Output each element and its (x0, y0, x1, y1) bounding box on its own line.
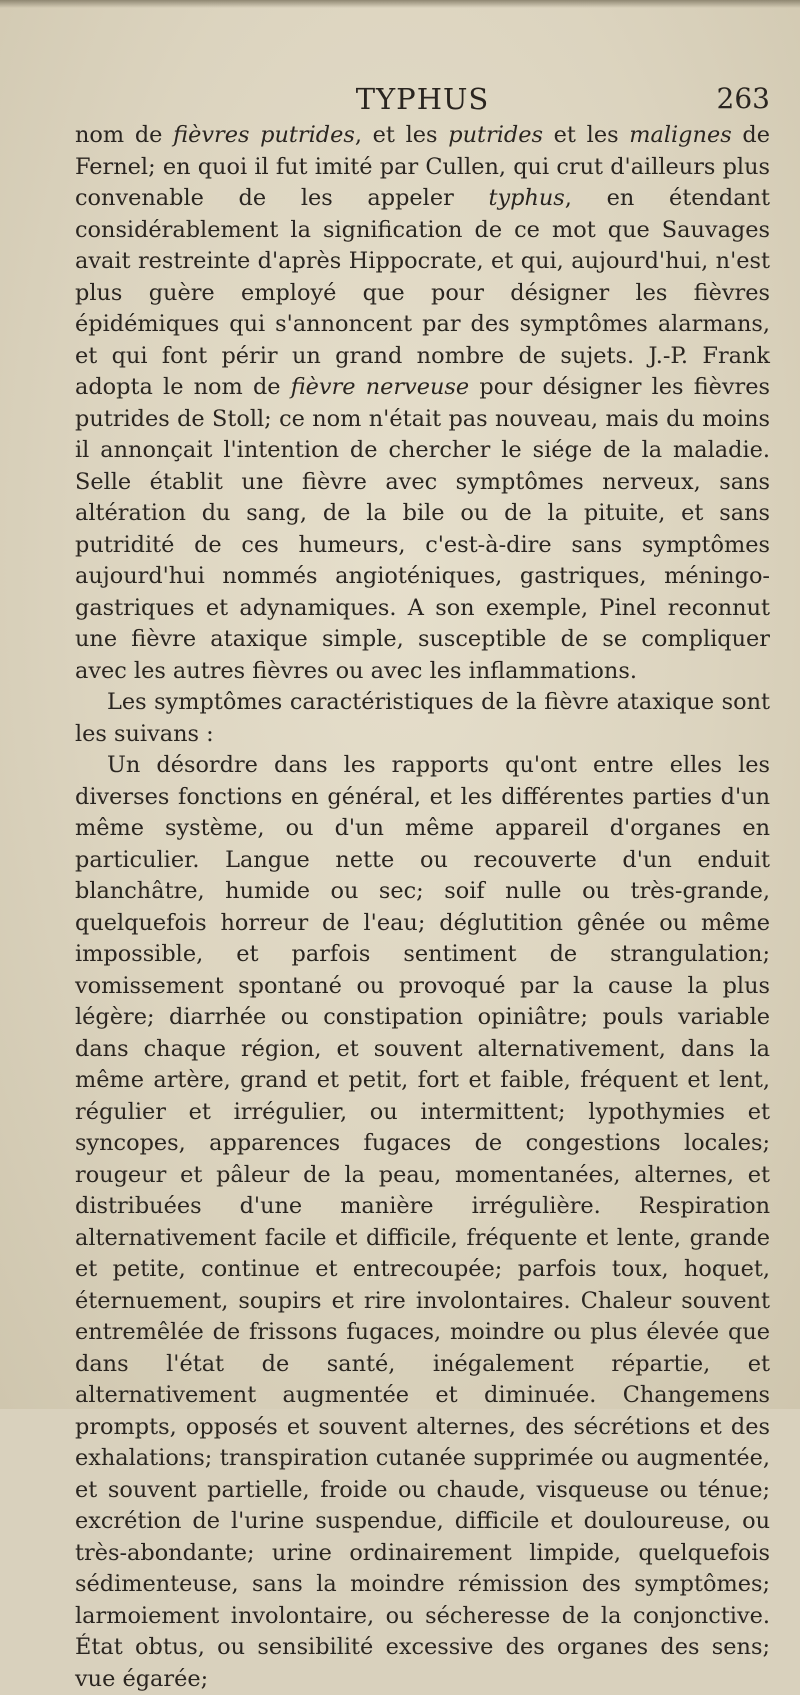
page-number: 263 (716, 82, 770, 115)
italic-term: fièvre nerveuse (290, 374, 470, 400)
paragraph: nom de fièvres putrides, et les putrides et les malignes de Fernel; en quoi il fut imité par Cullen, qui crut d'ailleurs plus convenable de les appeler typhus, en étendant considérablement la signification de ce mot que Sauvages avait restreinte d'après Hippocrate, et qui, aujourd'hui, n'est plus guère employé que pour désigner les fièvres épidémiques qui s'annoncent par des symptômes alarmans, et qui font périr un grand nombre de sujets. J.-P. Frank adopta le nom de fièvre nerveuse pour désigner les fièvres putrides de Stoll; ce nom n'était pas nouveau, mais du moins il annonçait l'intention de chercher le siége de la maladie. Selle établit une fièvre avec symptômes nerveux, sans altération du sang, de la bile ou de la pituite, et sans putridité de ces humeurs, c'est-à-dire sans symptômes aujourd'hui nommés angioténiques, gastriques, méningo-gastriques et adynamiques. A son exemple, Pinel reconnut une fièvre ataxique simple, susceptible de se compliquer avec les autres fièvres ou avec les inflammations. (75, 122, 771, 684)
page-header (75, 82, 770, 122)
italic-term: malignes (629, 122, 732, 148)
paragraph: Les symptômes caractéristiques de la fièvre ataxique sont les suivans : (75, 689, 770, 747)
page-edge-shadow (0, 0, 800, 8)
running-head: TYPHUS (355, 82, 490, 116)
italic-term: fièvres putrides (173, 122, 355, 148)
paragraph: Un désordre dans les rapports qu'ont entre elles les diverses fonctions en général, et les différentes parties d'un même système, ou d'un même appareil d'organes en particulier. Langue nette ou recouverte d'un enduit blanchâtre, humide ou sec; soif nulle ou très-grande, quelquefois horreur de l'eau; déglutition gênée ou même impossible, et parfois sentiment de strangulation; vomissement spontané ou provoqué par la cause la plus légère; diarrhée ou constipation opiniâtre; pouls variable dans chaque région, et souvent alternativement, dans la même artère, grand et petit, fort et faible, fréquent et lent, régulier et irrégulier, ou intermittent; lypothymies et syncopes, apparences fugaces de congestions locales; rougeur et pâleur de la peau, momentanées, alternes, et distribuées d'une manière irrégulière. Respiration alternativement facile et difficile, fréquente et lente, grande et petite, continue et entrecoupée; parfois toux, hoquet, éternuement, soupirs et rire involontaires. Chaleur souvent entremêlée de frissons fugaces, moindre ou plus élevée que dans l'état de santé, inégalement répartie, et alternativement augmentée et diminuée. Changemens prompts, opposés et souvent alternes, des sécrétions et des exhalations; transpiration cutanée supprimée ou augmentée, et souvent partielle, froide ou chaude, visqueuse ou ténue; excrétion de l'urine suspendue, difficile et douloureuse, ou très-abondante; urine ordinairement limpide, quelquefois sédimenteuse, sans la moindre rémission des symptômes; larmoiement involontaire, ou sécheresse de la conjonctive. État obtus, ou sensibilité excessive des organes des sens; vue égarée; (75, 752, 770, 1692)
body-text (75, 120, 770, 1695)
italic-term: putrides (448, 122, 543, 148)
italic-term: typhus (488, 185, 565, 211)
